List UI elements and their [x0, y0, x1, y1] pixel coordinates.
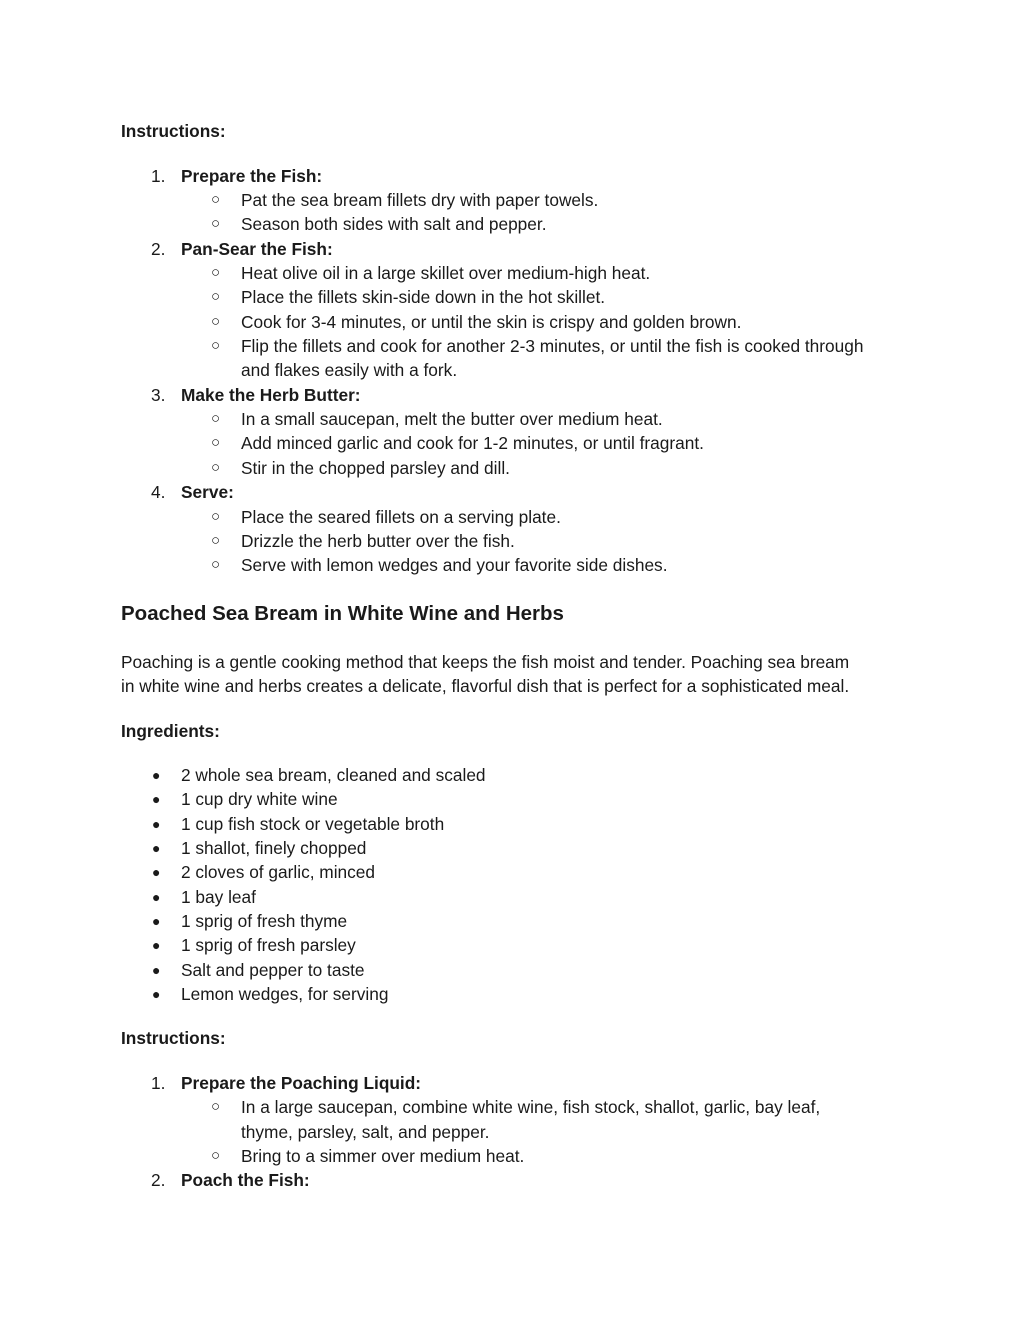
step-title: Prepare the Fish:	[181, 166, 323, 186]
bullet-icon: ●	[152, 913, 161, 929]
circle-bullet-icon: ○	[211, 337, 221, 354]
bullet-icon: ●	[152, 889, 161, 905]
list-item: Heat olive oil in a large skillet over medium-high heat.	[241, 263, 651, 283]
circle-bullet-icon: ○	[211, 1098, 221, 1115]
bullet-icon: ●	[152, 840, 161, 856]
list-item: Add minced garlic and cook for 1-2 minutes, or until fragrant.	[241, 433, 704, 453]
instructions-heading: Instructions:	[121, 121, 226, 141]
ingredients-heading: Ingredients:	[121, 721, 220, 741]
instructions-heading: Instructions:	[121, 1028, 226, 1048]
step-title: Make the Herb Butter:	[181, 385, 361, 405]
bullet-icon: ●	[152, 937, 161, 953]
intro-paragraph-line: in white wine and herbs creates a delicate, flavorful dish that is perfect for a sophisticated meal.	[121, 676, 850, 696]
bullet-icon: ●	[152, 791, 161, 807]
step-number: 4.	[151, 482, 166, 502]
step-number: 1.	[151, 1073, 166, 1093]
step-title: Prepare the Poaching Liquid:	[181, 1073, 422, 1093]
circle-bullet-icon: ○	[211, 459, 221, 476]
list-item: Serve with lemon wedges and your favorite side dishes.	[241, 555, 668, 575]
list-item: Flip the fillets and cook for another 2-3 minutes, or until the fish is cooked through	[241, 336, 864, 356]
bullet-icon: ●	[152, 986, 161, 1002]
circle-bullet-icon: ○	[211, 288, 221, 305]
circle-bullet-icon: ○	[211, 191, 221, 208]
circle-bullet-icon: ○	[211, 532, 221, 549]
list-item: In a large saucepan, combine white wine, fish stock, shallot, garlic, bay leaf,	[241, 1097, 821, 1117]
bullet-icon: ●	[152, 767, 161, 783]
intro-paragraph-line: Poaching is a gentle cooking method that keeps the fish moist and tender. Poaching sea bream	[121, 652, 850, 672]
step-number: 3.	[151, 385, 166, 405]
circle-bullet-icon: ○	[211, 556, 221, 573]
circle-bullet-icon: ○	[211, 434, 221, 451]
ingredient-item: 2 cloves of garlic, minced	[181, 862, 376, 882]
circle-bullet-icon: ○	[211, 215, 221, 232]
ingredient-item: Lemon wedges, for serving	[181, 984, 389, 1004]
list-item-continuation: thyme, parsley, salt, and pepper.	[241, 1122, 490, 1142]
list-item: Cook for 3-4 minutes, or until the skin is crispy and golden brown.	[241, 312, 742, 332]
list-item: Season both sides with salt and pepper.	[241, 214, 547, 234]
step-number: 1.	[151, 166, 166, 186]
ingredient-item: 1 sprig of fresh thyme	[181, 911, 348, 931]
circle-bullet-icon: ○	[211, 410, 221, 427]
ingredient-item: 1 cup fish stock or vegetable broth	[181, 814, 445, 834]
step-title: Serve:	[181, 482, 234, 502]
circle-bullet-icon: ○	[211, 1147, 221, 1164]
ingredient-item: Salt and pepper to taste	[181, 960, 365, 980]
list-item: Place the seared fillets on a serving plate.	[241, 507, 561, 527]
step-title: Poach the Fish:	[181, 1170, 310, 1190]
list-item-continuation: and flakes easily with a fork.	[241, 360, 458, 380]
circle-bullet-icon: ○	[211, 508, 221, 525]
ingredient-item: 1 sprig of fresh parsley	[181, 935, 356, 955]
step-number: 2.	[151, 1170, 166, 1190]
bullet-icon: ●	[152, 864, 161, 880]
list-item: Bring to a simmer over medium heat.	[241, 1146, 525, 1166]
ingredient-item: 2 whole sea bream, cleaned and scaled	[181, 765, 486, 785]
ingredient-item: 1 bay leaf	[181, 887, 256, 907]
list-item: In a small saucepan, melt the butter over medium heat.	[241, 409, 663, 429]
list-item: Place the fillets skin-side down in the hot skillet.	[241, 287, 606, 307]
bullet-icon: ●	[152, 962, 161, 978]
step-number: 2.	[151, 239, 166, 259]
list-item: Drizzle the herb butter over the fish.	[241, 531, 515, 551]
list-item: Pat the sea bream fillets dry with paper towels.	[241, 190, 599, 210]
list-item: Stir in the chopped parsley and dill.	[241, 458, 510, 478]
bullet-icon: ●	[152, 816, 161, 832]
section-title: Poached Sea Bream in White Wine and Herbs	[121, 602, 564, 625]
ingredient-item: 1 cup dry white wine	[181, 789, 338, 809]
circle-bullet-icon: ○	[211, 264, 221, 281]
ingredient-item: 1 shallot, finely chopped	[181, 838, 367, 858]
circle-bullet-icon: ○	[211, 313, 221, 330]
step-title: Pan-Sear the Fish:	[181, 239, 333, 259]
